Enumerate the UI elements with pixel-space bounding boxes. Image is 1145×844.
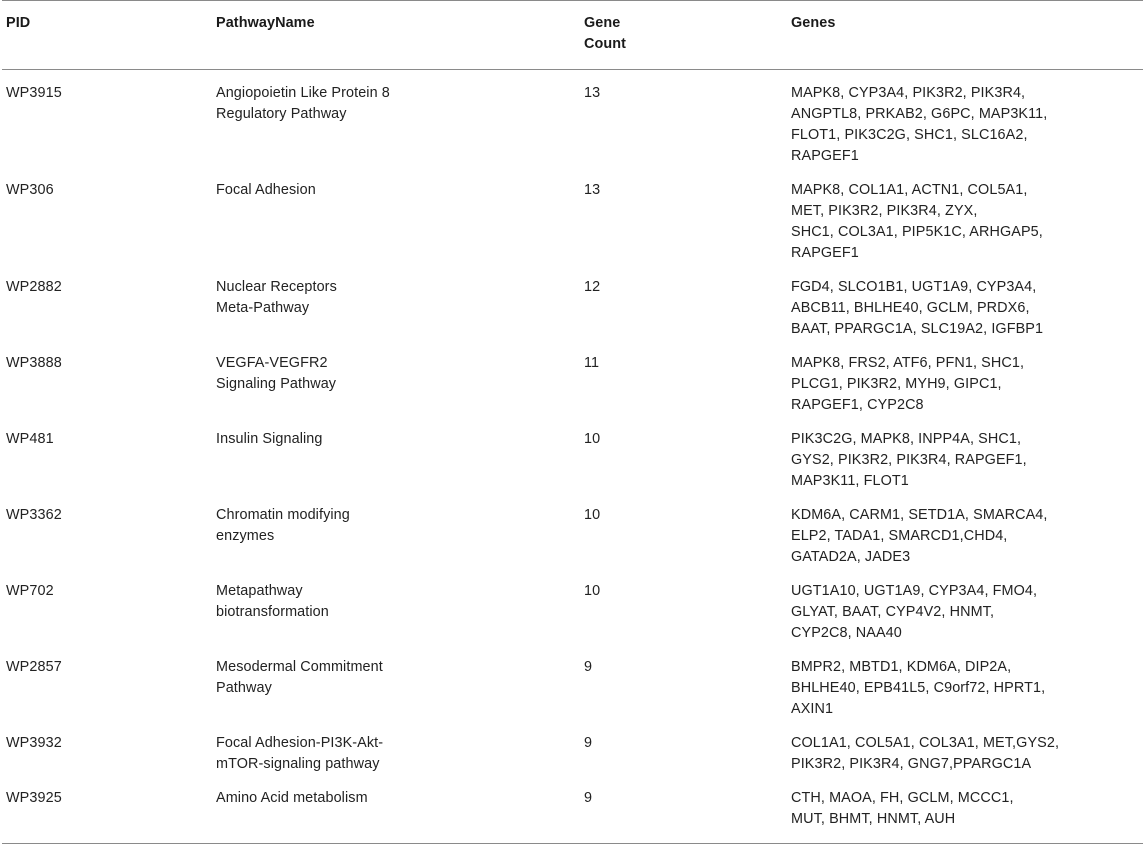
cell-pathway-name xyxy=(212,173,580,270)
genes-line: PIK3C2G, MAPK8, INPP4A, SHC1, xyxy=(791,431,1022,447)
genes-line: MAP3K11, FLOT1 xyxy=(791,473,909,489)
genes-line: PLCG1, PIK3R2, MYH9, GIPC1, xyxy=(791,376,1002,392)
genes-line: ABCB11, BHLHE40, GCLM, PRDX6, xyxy=(791,300,1030,316)
header-genes xyxy=(787,1,1143,70)
header-pathway-name-label: PathwayName xyxy=(216,15,315,31)
genes-line: BHLHE40, EPB41L5, C9orf72, HPRT1, xyxy=(791,680,1046,696)
pathway-name-line: Amino Acid metabolism xyxy=(216,790,368,806)
genes-line: BAAT, PPARGC1A, SLC19A2, IGFBP1 xyxy=(791,321,1044,337)
cell-gene-count: 9 xyxy=(584,659,593,675)
genes-line: KDM6A, CARM1, SETD1A, SMARCA4, xyxy=(791,507,1048,523)
cell-gene-count: 13 xyxy=(584,85,601,101)
cell-pathway-name xyxy=(212,574,580,650)
pathway-name-line: biotransformation xyxy=(216,604,329,620)
cell-genes xyxy=(787,422,1143,498)
cell-genes xyxy=(787,781,1143,844)
genes-line: FGD4, SLCO1B1, UGT1A9, CYP3A4, xyxy=(791,279,1037,295)
genes-line: ANGPTL8, PRKAB2, G6PC, MAP3K11, xyxy=(791,106,1048,122)
cell-pathway-name xyxy=(212,270,580,346)
cell-pid: WP3888 xyxy=(6,355,62,371)
table-row xyxy=(2,781,1143,844)
genes-line: MAPK8, FRS2, ATF6, PFN1, SHC1, xyxy=(791,355,1025,371)
pathway-name-line: Regulatory Pathway xyxy=(216,106,347,122)
table-row xyxy=(2,173,1143,270)
genes-line: RAPGEF1 xyxy=(791,245,859,261)
pathway-name-line: Signaling Pathway xyxy=(216,376,337,392)
cell-pid: WP3932 xyxy=(6,735,62,751)
pathway-name-line: Metapathway xyxy=(216,583,303,599)
genes-line: RAPGEF1, CYP2C8 xyxy=(791,397,924,413)
pathway-name-line: Focal Adhesion xyxy=(216,182,316,198)
genes-line: CTH, MAOA, FH, GCLM, MCCC1, xyxy=(791,790,1014,806)
pathway-name-line: mTOR-signaling pathway xyxy=(216,756,380,772)
pathway-name-line: VEGFA-VEGFR2 xyxy=(216,355,328,371)
header-pid-label: PID xyxy=(6,15,31,31)
genes-line: GLYAT, BAAT, CYP4V2, HNMT, xyxy=(791,604,995,620)
cell-pid: WP2882 xyxy=(6,279,62,295)
header-gene-count-line1: Gene xyxy=(584,15,621,31)
cell-pid: WP306 xyxy=(6,182,54,198)
pathway-name-line: Focal Adhesion-PI3K-Akt- xyxy=(216,735,384,751)
genes-line: AXIN1 xyxy=(791,701,834,717)
cell-pid: WP481 xyxy=(6,431,54,447)
pathway-name-line: Insulin Signaling xyxy=(216,431,323,447)
pathway-table-container xyxy=(2,0,1143,844)
cell-pathway-name xyxy=(212,726,580,781)
genes-line: UGT1A10, UGT1A9, CYP3A4, FMO4, xyxy=(791,583,1038,599)
genes-line: RAPGEF1 xyxy=(791,148,859,164)
cell-genes xyxy=(787,574,1143,650)
genes-line: MAPK8, COL1A1, ACTN1, COL5A1, xyxy=(791,182,1028,198)
header-pid xyxy=(2,1,212,70)
header-row xyxy=(2,1,1143,70)
cell-gene-count: 13 xyxy=(584,182,601,198)
cell-pathway-name xyxy=(212,498,580,574)
genes-line: BMPR2, MBTD1, KDM6A, DIP2A, xyxy=(791,659,1012,675)
pathway-name-line: Mesodermal Commitment xyxy=(216,659,383,675)
cell-gene-count: 9 xyxy=(584,790,593,806)
table-row xyxy=(2,574,1143,650)
table-row xyxy=(2,422,1143,498)
genes-line: PIK3R2, PIK3R4, GNG7,PPARGC1A xyxy=(791,756,1032,772)
cell-pathway-name xyxy=(212,781,580,844)
cell-pathway-name xyxy=(212,70,580,174)
cell-pid: WP702 xyxy=(6,583,54,599)
cell-pathway-name xyxy=(212,346,580,422)
pathway-name-line: enzymes xyxy=(216,528,275,544)
genes-line: FLOT1, PIK3C2G, SHC1, SLC16A2, xyxy=(791,127,1028,143)
table-row xyxy=(2,346,1143,422)
cell-pid: WP3915 xyxy=(6,85,62,101)
pathway-name-line: Meta-Pathway xyxy=(216,300,310,316)
cell-pid: WP3362 xyxy=(6,507,62,523)
cell-genes xyxy=(787,270,1143,346)
table-row xyxy=(2,650,1143,726)
table-row xyxy=(2,270,1143,346)
pathway-name-line: Angiopoietin Like Protein 8 xyxy=(216,85,390,101)
genes-line: ELP2, TADA1, SMARCD1,CHD4, xyxy=(791,528,1008,544)
pathway-table xyxy=(2,0,1143,844)
genes-line: COL1A1, COL5A1, COL3A1, MET,GYS2, xyxy=(791,735,1060,751)
header-gene-count xyxy=(580,1,787,70)
cell-genes xyxy=(787,173,1143,270)
header-gene-count-line2: Count xyxy=(584,36,627,52)
pathway-name-line: Pathway xyxy=(216,680,272,696)
cell-gene-count: 10 xyxy=(584,431,601,447)
cell-genes xyxy=(787,498,1143,574)
table-header xyxy=(2,1,1143,70)
cell-genes xyxy=(787,70,1143,174)
cell-gene-count: 12 xyxy=(584,279,601,295)
genes-line: CYP2C8, NAA40 xyxy=(791,625,902,641)
genes-line: MET, PIK3R2, PIK3R4, ZYX, xyxy=(791,203,978,219)
table-row xyxy=(2,70,1143,174)
pathway-name-line: Nuclear Receptors xyxy=(216,279,337,295)
genes-line: GYS2, PIK3R2, PIK3R4, RAPGEF1, xyxy=(791,452,1027,468)
cell-pathway-name xyxy=(212,650,580,726)
cell-genes xyxy=(787,346,1143,422)
cell-genes xyxy=(787,650,1143,726)
cell-gene-count: 10 xyxy=(584,583,601,599)
table-body xyxy=(2,70,1143,844)
table-row xyxy=(2,726,1143,781)
table-row xyxy=(2,498,1143,574)
cell-gene-count: 10 xyxy=(584,507,601,523)
header-pathway-name xyxy=(212,1,580,70)
cell-gene-count: 11 xyxy=(584,355,600,371)
genes-line: MUT, BHMT, HNMT, AUH xyxy=(791,811,956,827)
genes-line: MAPK8, CYP3A4, PIK3R2, PIK3R4, xyxy=(791,85,1026,101)
cell-pathway-name xyxy=(212,422,580,498)
pathway-name-line: Chromatin modifying xyxy=(216,507,350,523)
cell-genes xyxy=(787,726,1143,781)
cell-gene-count: 9 xyxy=(584,735,593,751)
cell-pid: WP2857 xyxy=(6,659,62,675)
genes-line: SHC1, COL3A1, PIP5K1C, ARHGAP5, xyxy=(791,224,1043,240)
header-genes-label: Genes xyxy=(791,15,836,31)
cell-pid: WP3925 xyxy=(6,790,62,806)
genes-line: GATAD2A, JADE3 xyxy=(791,549,911,565)
